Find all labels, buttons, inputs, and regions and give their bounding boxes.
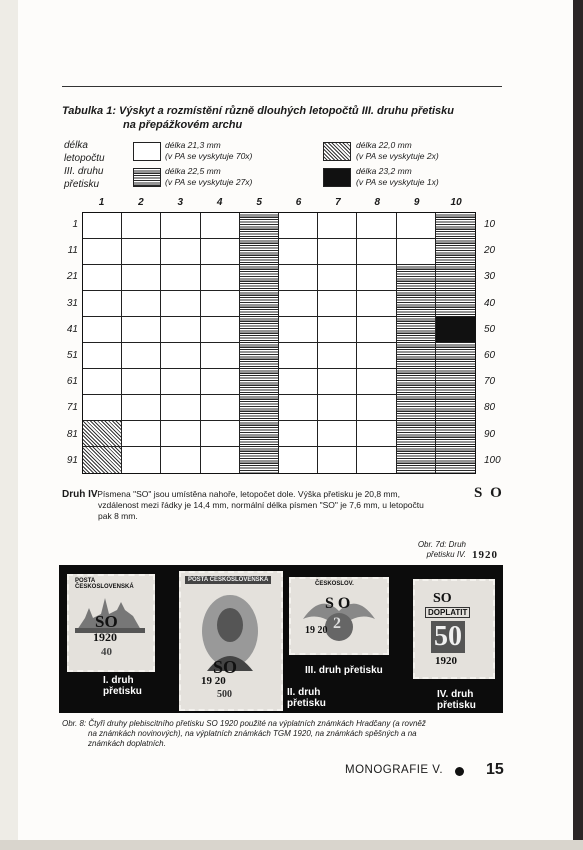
grid-cell	[201, 395, 240, 421]
stamp-label	[305, 665, 383, 676]
page-number: 15	[486, 761, 504, 778]
row-start-label: 41	[66, 323, 78, 335]
legend-entry-line2: (v PA se vyskytuje 1x)	[356, 177, 439, 187]
grid-cell	[240, 265, 279, 291]
overprint-so: SO	[95, 612, 118, 631]
grid-cell	[318, 213, 357, 239]
stamp-tgm	[179, 571, 283, 711]
grid-cell	[436, 447, 475, 473]
figure-8-caption-line: Obr. 8: Čtyři druhy plebiscitního přetisku SO 1920 použité na výplatních známkách Hradčany (a rovněž	[62, 719, 426, 728]
grid-cell	[240, 343, 279, 369]
figure-7-caption-line: přetisku IV.	[426, 550, 466, 559]
so-overprint-sample: S O	[474, 485, 504, 501]
stamp-label-line: I. druh	[103, 675, 134, 686]
grid-cell	[240, 421, 279, 447]
grid-cell	[201, 239, 240, 265]
row-start-label: 61	[66, 376, 78, 388]
stamp-doplatni	[413, 579, 495, 679]
table-title	[62, 104, 454, 132]
legend-entry-line2: (v PA se vyskytuje 70x)	[165, 151, 253, 161]
grid-cell	[436, 395, 475, 421]
grid-cell	[201, 317, 240, 343]
grid-cell	[357, 265, 396, 291]
stamp-inscription: POSTA ČESKOSLOVENSKÁ	[75, 578, 134, 590]
legend-entry-line1: délka 22,0 mm	[356, 140, 412, 150]
stamp-label-line: přetisku	[437, 700, 476, 711]
grid-cell	[83, 369, 122, 395]
grid-cell	[279, 395, 318, 421]
column-header: 9	[413, 197, 420, 208]
grid-cell	[83, 213, 122, 239]
grid-cell	[122, 395, 161, 421]
row-end-label: 50	[484, 323, 496, 335]
row-end-label: 100	[484, 454, 501, 466]
stamp-value: 2	[333, 615, 341, 632]
column-header: 6	[295, 197, 302, 208]
row-end-label: 70	[484, 376, 496, 388]
legend-entry	[165, 140, 252, 162]
table-title-line1: Tabulka 1: Výskyt a rozmístění různě dlouhých letopočtů III. druhu přetisku	[62, 105, 454, 117]
row-end-label: 80	[484, 402, 496, 414]
grid-cell	[201, 265, 240, 291]
grid-cell	[240, 395, 279, 421]
grid-cell	[397, 421, 436, 447]
grid-cell	[318, 343, 357, 369]
grid-cell	[122, 317, 161, 343]
grid-cell	[357, 395, 396, 421]
row-start-label: 71	[66, 402, 78, 414]
druh-heading: Druh IV	[62, 489, 98, 500]
stamp-label	[103, 675, 142, 697]
legend-swatch-horizontal-stripes	[133, 168, 161, 187]
figure-8-caption	[62, 719, 508, 749]
grid-cell	[161, 239, 200, 265]
grid-cell	[397, 213, 436, 239]
grid-cell	[201, 343, 240, 369]
page-bottom-edge	[0, 840, 583, 850]
page-left-edge	[0, 0, 18, 850]
grid-cell	[83, 421, 122, 447]
column-header: 5	[256, 197, 262, 208]
grid-cell	[122, 291, 161, 317]
column-header: 4	[216, 197, 223, 208]
grid-cell	[357, 447, 396, 473]
stamp-label-line: přetisku	[287, 698, 326, 709]
grid-cell	[436, 239, 475, 265]
grid-cell	[240, 447, 279, 473]
grid-cell	[161, 395, 200, 421]
grid-cell	[161, 421, 200, 447]
figure-7-caption	[388, 540, 466, 560]
stamp-value: 40	[101, 646, 112, 658]
grid-cell	[436, 421, 475, 447]
row-start-label: 1	[72, 219, 78, 230]
grid-cell	[397, 395, 436, 421]
legend-heading-line: III. druhu	[64, 166, 104, 177]
row-end-label: 90	[484, 428, 496, 440]
row-end-label: 30	[484, 271, 496, 283]
overprint-so: S O	[325, 595, 351, 612]
grid-cell	[318, 421, 357, 447]
stamp-spesna	[289, 577, 389, 655]
grid-cell	[318, 395, 357, 421]
legend-entry-line1: délka 23,2 mm	[356, 166, 412, 176]
druh-line: vzdálenost mezi řádky je 14,4 mm, normální délka písmen "SO" je 7,6 mm, u letopočtu	[98, 500, 424, 510]
druh-description	[92, 489, 472, 522]
grid-cell	[122, 265, 161, 291]
grid-cell	[279, 265, 318, 291]
grid-cell	[161, 213, 200, 239]
grid-cell	[397, 369, 436, 395]
overprint-year: 19 20	[201, 675, 226, 687]
stamps-photo	[59, 565, 503, 713]
sheet-position-grid	[82, 212, 476, 474]
grid-cell	[279, 291, 318, 317]
grid-cell	[397, 291, 436, 317]
overprint-so: SO	[213, 657, 238, 677]
overprint-so: SO	[433, 591, 452, 606]
grid-cell	[318, 265, 357, 291]
grid-cell	[318, 239, 357, 265]
column-header: 3	[177, 197, 184, 208]
legend-entry	[356, 166, 439, 188]
table-title-line2: na přepážkovém archu	[123, 119, 243, 131]
row-end-label: 40	[484, 297, 496, 309]
grid-cell	[240, 213, 279, 239]
grid-cell	[83, 343, 122, 369]
legend-entry-line1: délka 21,3 mm	[165, 140, 221, 150]
grid-cell	[161, 265, 200, 291]
grid-cell	[318, 291, 357, 317]
druh-line: - Písmena "SO" jsou umístěna nahoře, letopočet dole. Výška přetisku je 20,8 mm,	[92, 489, 400, 499]
book-binding-edge	[573, 0, 583, 850]
grid-cell	[161, 317, 200, 343]
grid-cell	[240, 369, 279, 395]
grid-cell	[161, 343, 200, 369]
grid-cell	[122, 421, 161, 447]
grid-cell	[397, 265, 436, 291]
column-header: 10	[450, 197, 462, 208]
grid-cell	[318, 317, 357, 343]
stamp-label-line: IV. druh	[437, 689, 474, 700]
grid-cell	[397, 447, 436, 473]
legend-heading-line: přetisku	[64, 179, 100, 190]
legend-entry-line1: délka 22,5 mm	[165, 166, 221, 176]
grid-cell	[279, 317, 318, 343]
grid-cell	[397, 343, 436, 369]
grid-cell	[201, 369, 240, 395]
grid-cell	[318, 369, 357, 395]
grid-cell	[201, 447, 240, 473]
grid-cell	[83, 291, 122, 317]
legend-swatch-white	[133, 142, 161, 161]
druh-line: pak 8 mm.	[98, 511, 138, 521]
year-overprint-sample: 1920	[472, 549, 498, 561]
legend-entry-line2: (v PA se vyskytuje 2x)	[356, 151, 439, 161]
legend-entry	[165, 166, 252, 188]
overprint-year: 1920	[93, 630, 117, 644]
legend-heading	[64, 139, 105, 191]
stamp-label-line: přetisku	[103, 686, 142, 697]
figure-8-caption-line: známkách doplatních.	[88, 739, 166, 748]
overprint-year: 1920	[435, 655, 457, 667]
row-start-label: 81	[66, 428, 78, 440]
stamp-inscription: ČESKOSLOV.	[315, 581, 354, 587]
grid-cell	[279, 421, 318, 447]
stamp-label-line: III. druh přetisku	[305, 665, 383, 676]
row-start-label: 91	[66, 454, 78, 466]
grid-cell	[436, 343, 475, 369]
overprint-year: 19 20	[305, 625, 328, 636]
stamp-inscription: POŠTA ČESKOSLOVENSKÁ	[185, 576, 271, 584]
grid-cell	[279, 213, 318, 239]
grid-cell	[83, 317, 122, 343]
bullet-icon	[455, 767, 464, 776]
column-header: 8	[374, 197, 381, 208]
row-start-label: 21	[66, 271, 78, 283]
column-header: 1	[98, 197, 105, 208]
row-start-label: 51	[66, 350, 78, 361]
legend-swatch-diagonal-stripes	[323, 142, 351, 161]
grid-cell	[83, 395, 122, 421]
grid-cell	[357, 421, 396, 447]
header-rule	[62, 86, 502, 87]
grid-cell	[161, 291, 200, 317]
row-end-label: 10	[484, 219, 496, 230]
grid-cell	[357, 343, 396, 369]
footer-title: MONOGRAFIE V.	[345, 764, 444, 776]
grid-cell	[279, 369, 318, 395]
grid-cell	[122, 239, 161, 265]
grid-cell	[436, 317, 475, 343]
legend-entry	[356, 140, 439, 162]
legend-entry-line2: (v PA se vyskytuje 27x)	[165, 177, 253, 187]
figure-8-caption-line: na známkách novinových), na výplatních známkách TGM 1920, na známkách spěšných a na	[88, 729, 417, 738]
grid-cell	[357, 239, 396, 265]
stamp-value: 50	[431, 621, 465, 653]
stamp-label-line: II. druh	[287, 687, 321, 698]
legend-heading-line: letopočtu	[64, 153, 105, 164]
row-end-label: 20	[484, 245, 496, 257]
grid-cell	[83, 265, 122, 291]
row-start-label: 11	[67, 245, 78, 257]
grid-cell	[318, 447, 357, 473]
grid-cell	[201, 291, 240, 317]
column-header: 2	[138, 197, 144, 208]
grid-cell	[279, 447, 318, 473]
grid-cell	[357, 369, 396, 395]
stamp-label	[287, 687, 326, 709]
grid-cell	[122, 213, 161, 239]
grid-cell	[436, 213, 475, 239]
grid-cell	[357, 317, 396, 343]
grid-cell	[83, 447, 122, 473]
grid-cell	[122, 447, 161, 473]
stamp-inscription: DOPLATIT	[425, 607, 470, 618]
grid-cell	[201, 213, 240, 239]
grid-cell	[240, 291, 279, 317]
grid-cell	[279, 343, 318, 369]
row-end-label: 60	[484, 350, 496, 361]
grid-cell	[240, 317, 279, 343]
grid-cell	[161, 369, 200, 395]
grid-cell	[436, 369, 475, 395]
stamp-label	[437, 689, 476, 711]
row-start-label: 31	[66, 297, 78, 309]
grid-cell	[279, 239, 318, 265]
legend-swatch-black	[323, 168, 351, 187]
column-header: 7	[335, 197, 341, 208]
grid-cell	[161, 447, 200, 473]
stamp-value: 500	[217, 689, 232, 700]
grid-cell	[201, 421, 240, 447]
grid-cell	[397, 239, 436, 265]
legend-heading-line: délka	[64, 140, 88, 151]
grid-cell	[122, 369, 161, 395]
figure-7-caption-line: Obr. 7d: Druh	[417, 540, 466, 549]
grid-cell	[436, 291, 475, 317]
stamp-hradcany	[67, 574, 155, 672]
grid-cell	[240, 239, 279, 265]
grid-cell	[122, 343, 161, 369]
grid-cell	[397, 317, 436, 343]
grid-cell	[357, 213, 396, 239]
grid-cell	[357, 291, 396, 317]
grid-cell	[83, 239, 122, 265]
grid-cell	[436, 265, 475, 291]
